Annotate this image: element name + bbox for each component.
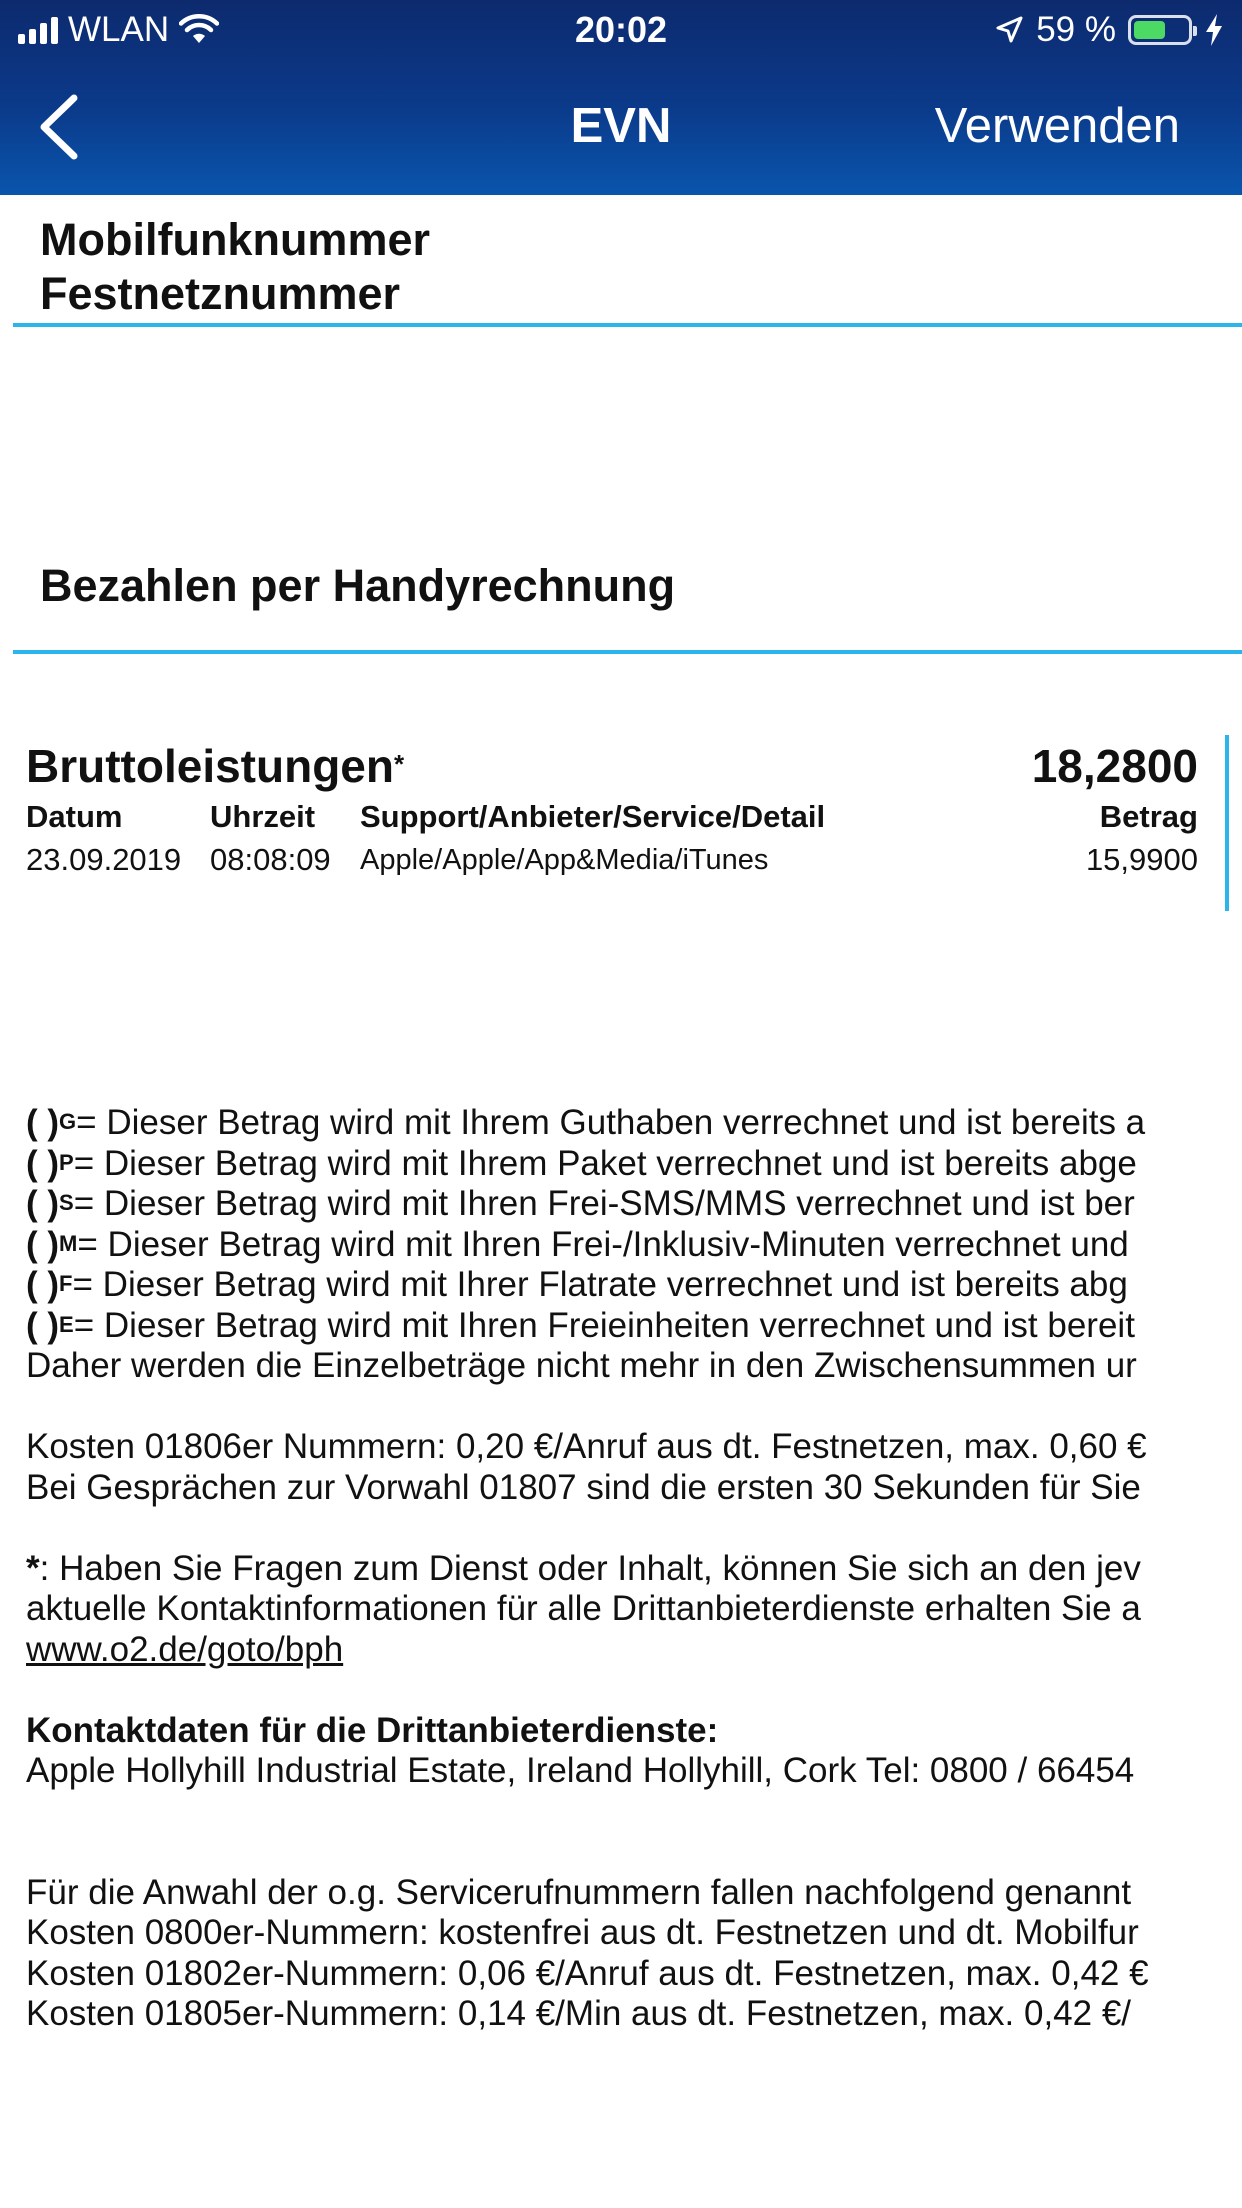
- legend-line-minutes: ( )$^M$= Dieser Betrag wird mit Ihren Frei-/Inklusiv-Minuten verrechnet und: [26, 1224, 1129, 1264]
- battery-icon: [1128, 15, 1192, 45]
- faq-line: *: Haben Sie Fragen zum Dienst oder Inhalt, können Sie sich an den jev: [26, 1548, 1141, 1588]
- legend-line-guthaben: ( )$^G$= Dieser Betrag wird mit Ihrem Guthaben verrechnet und ist bereits a: [26, 1103, 1146, 1142]
- carrier-billing-heading: Bezahlen per Handyrechnung: [40, 560, 676, 611]
- column-header-amount: Betrag: [1099, 799, 1198, 834]
- service-cost-01802: Kosten 01802er-Nummern: 0,06 €/Anruf aus dt. Festnetzen, max. 0,42 €: [26, 1953, 1149, 1993]
- gross-services-total: 18,2800: [1031, 740, 1198, 792]
- section-divider: [13, 323, 1242, 327]
- legend-line-sms: ( )$^S$= Dieser Betrag wird mit Ihren Frei-SMS/MMS verrechnet und ist ber: [26, 1184, 1135, 1223]
- charging-bolt-icon: [1204, 13, 1224, 47]
- right-accent-line: [1225, 735, 1229, 911]
- column-header-date: Datum: [26, 799, 123, 834]
- contacts-line: Apple Hollyhill Industrial Estate, Ireland Hollyhill, Cork Tel: 0800 / 66454: [26, 1751, 1135, 1790]
- top-bar: [0, 0, 1242, 195]
- row-time: 08:08:09: [210, 842, 331, 877]
- use-button[interactable]: Verwenden: [934, 99, 1180, 153]
- legend-line-paket: ( )$^P$= Dieser Betrag wird mit Ihrem Paket verrechnet und ist bereits abge: [26, 1143, 1137, 1183]
- battery-percent: 59 %: [1036, 10, 1116, 49]
- status-time: 20:02: [574, 9, 668, 50]
- row-amount: 15,9900: [1085, 842, 1198, 877]
- service-cost-0800: Kosten 0800er-Nummern: kostenfrei aus dt. Festnetzen und dt. Mobilfur: [26, 1913, 1139, 1952]
- column-header-time: Uhrzeit: [210, 799, 316, 834]
- page-title: EVN: [570, 99, 672, 153]
- faq-link[interactable]: www.o2.de/goto/bph: [26, 1629, 344, 1669]
- gross-services-title: Bruttoleistungen*: [26, 740, 405, 792]
- faq-line-2: aktuelle Kontaktinformationen für alle Drittanbieterdienste erhalten Sie a: [26, 1589, 1141, 1628]
- cost-01806-line: Kosten 01806er Nummern: 0,20 €/Anruf aus dt. Festnetzen, max. 0,60 €: [26, 1427, 1147, 1466]
- service-cost-01805: Kosten 01805er-Nummern: 0,14 €/Min aus dt. Festnetzen, max. 0,42 €/: [26, 1994, 1132, 2033]
- row-date: 23.09.2019: [26, 842, 182, 877]
- legal-notes: [26, 1103, 1242, 2035]
- landline-number-heading: Festnetznummer: [40, 268, 401, 319]
- mobile-number-heading: Mobilfunknummer: [40, 214, 430, 265]
- section-divider: [13, 650, 1242, 654]
- cost-01807-line: Bei Gesprächen zur Vorwahl 01807 sind die ersten 30 Sekunden für Sie: [26, 1467, 1141, 1507]
- column-header-detail: Support/Anbieter/Service/Detail: [360, 799, 826, 834]
- carrier-label: WLAN: [68, 10, 170, 49]
- legend-line-flatrate: ( )$^F$= Dieser Betrag wird mit Ihrer Flatrate verrechnet und ist bereits abg: [26, 1265, 1128, 1304]
- contacts-title: Kontaktdaten für die Drittanbieterdienste:: [26, 1710, 719, 1750]
- legend-line-freeunits: ( )$^E$= Dieser Betrag wird mit Ihren Freieinheiten verrechnet und ist bereit: [26, 1305, 1135, 1345]
- row-detail: Apple/Apple/App&Media/iTunes: [360, 844, 769, 876]
- service-cost-intro: Für die Anwahl der o.g. Servicerufnummern fallen nachfolgend genannt: [26, 1872, 1132, 1912]
- location-arrow-icon: [994, 15, 1024, 45]
- navigation-bar: [0, 62, 1242, 195]
- legend-footer: Daher werden die Einzelbeträge nicht mehr in den Zwischensummen ur: [26, 1346, 1137, 1385]
- status-bar: [0, 0, 1242, 62]
